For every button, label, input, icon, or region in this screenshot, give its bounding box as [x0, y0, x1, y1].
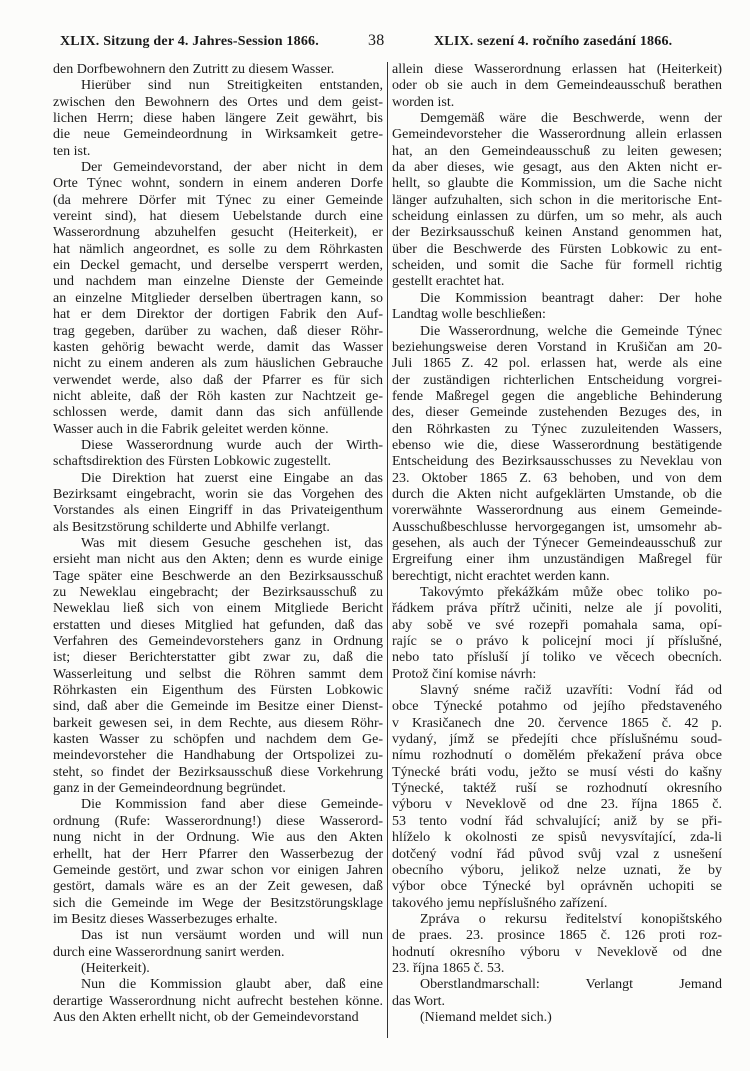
text-line: den Röhrkasten zu Týnec zuzuleitenden Wassers, [392, 421, 722, 437]
text-line: an einzelne Mitglieder derselben übertragen kann, so [53, 290, 383, 306]
text-line: Wasser auch in die Fabrik geleitet werden könne. [53, 421, 329, 437]
text-line: Nun die Kommission glaubt aber, daß eine [81, 977, 383, 993]
text-line: Was mit diesem Gesuche geschehen ist, das [81, 535, 383, 551]
text-line: Röhrkasten ein Eigenthum des Fürsten Lobkowic [53, 683, 383, 699]
text-line: Hierüber sind nun Streitigkeiten entstanden, [81, 78, 383, 94]
text-line: aby sobě ve své rozepři pomahala sama, opí- [392, 617, 722, 633]
text-line: erstatten und dieses Mitglied hat gefunden, daß das [53, 617, 383, 633]
text-line: Orte Týnec wohnt, sondern in einem anderen Dorfe [53, 176, 383, 192]
text-line: Takovýmto překážkám může obec toliko po- [420, 585, 722, 600]
paragraph [53, 977, 383, 1026]
text-line: den Dorfbewohnern den Zutritt zu diesem Wasser. [53, 62, 335, 77]
text-line: nicht ableite, daß der Röh kasten zur Nachtzeit ge- [53, 388, 383, 404]
text-line: ten ist. [53, 143, 91, 159]
paragraph [392, 291, 722, 324]
text-line: 23. října 1865 č. 53. [392, 960, 505, 976]
text-line: des, dieser Gemeinde zustehenden Bezuges des, in [392, 405, 722, 421]
text-line: vydaný, jímž se předejíti chce příslušnému soud- [392, 732, 722, 748]
text-line: (Niemand meldet sich.) [420, 1009, 552, 1025]
text-line: da aber dieses, wie gesagt, aus den Akten nicht er- [392, 160, 722, 176]
text-line: Gemeindevorsteher die Wasserordnung allein erlassen [392, 127, 722, 143]
text-line: obecního výboru, jelikož nelze uznati, že by [392, 862, 722, 878]
text-line: sich die Gemeinde im Wege der Besitzstörungsklage [53, 895, 383, 911]
text-line: Týnecké bráti vodu, ježto se musí vésti do kašny [392, 764, 722, 780]
paragraph [53, 160, 383, 438]
text-line: scheidung einlassen zu dürfen, um so mehr, als auch [392, 209, 722, 225]
text-line: 23. Oktober 1865 Z. 63 behoben, und von dem [392, 470, 722, 486]
text-line: Zpráva o rekursu ředitelství konopištského [420, 911, 722, 927]
text-line: erhellt, hat der Herr Pfarrer den Wasserbezug der [53, 846, 383, 862]
text-line: Verfahren des Gemeindevorstehers ganz in Ordnung [53, 634, 383, 650]
text-line: im Besitz dieses Wasserbezuges erhalte. [53, 911, 278, 927]
paragraph [53, 438, 383, 471]
text-line: schlossen werde, damit dann das sich anfüllende [53, 405, 383, 421]
text-line: nung nicht in der Ordnung. Wie aus den Akten [53, 830, 383, 846]
text-line: Der Gemeindevorstand, der aber nicht in dem [81, 160, 383, 176]
text-line: schaftsdirektion des Fürsten Lobkowic zugestellt. [53, 454, 331, 470]
text-line: als Besitzstörung schilderte und Abhilfe verlangt. [53, 519, 330, 535]
text-line: Ausschußbeschlusse hervorgegangen ist, umsomehr ab- [392, 519, 722, 535]
paragraph [392, 977, 722, 1010]
text-line: derartige Wasserordnung nicht aufrecht bestehen könne. [53, 993, 383, 1009]
paragraph [53, 797, 383, 928]
text-line: (Heiterkeit). [81, 960, 150, 976]
text-line: kasten gehörig bewacht werde, damit das Wasser [53, 339, 383, 355]
text-line: trag gegeben, darüber zu wachen, daß dieser Röhr- [53, 323, 383, 339]
text-line: sind, daß aber die Gemeinde im Besitze einer Dienst- [53, 699, 383, 715]
text-line: ebenso wie die, diese Wasserordnung bestätigende [392, 437, 722, 453]
text-line: lichen Herrn; diese haben längere Zeit gewährt, bis [53, 111, 383, 127]
text-line: allein diese Wasserordnung erlassen hat (Heiterkeit) [392, 62, 722, 77]
page-number: 38 [368, 32, 385, 49]
text-line: Oberstlandmarschall: Verlangt Jemand [420, 977, 722, 993]
text-line: Neweklau ließ sich von einem Mitgliede Bericht [53, 601, 383, 617]
running-header-czech: XLIX. sezení 4. ročního zasedání 1866. [434, 34, 673, 49]
text-line: Gemeinde gestört, und zwar schon vor einigen Jahren [53, 862, 383, 878]
text-line: scheiden, und somit die Sache für formell richtig [392, 258, 722, 274]
text-line: hlíželo k okolnosti ze spisů nevysvítající, zda-li [392, 830, 722, 846]
text-line: hellt, so glaubte die Kommission, um die Sache nicht [392, 176, 722, 192]
text-line: vorerwähnte Wasserordnung aus einem Gemeinde- [392, 503, 722, 519]
text-line: über die Beschwerde des Fürsten Lobkowic zu ent- [392, 241, 722, 257]
text-line: hat nämlich angeordnet, es solle zu dem Röhrkasten [53, 241, 383, 257]
text-column-left [53, 62, 383, 1026]
text-line: Wasserleitung und selbst die Röhren sammt dem [53, 666, 383, 682]
text-line: ersieht man nicht aus den Akten; denn es wurde einige [53, 552, 383, 568]
paragraph [392, 912, 722, 977]
text-line: der zuständigen richterlichen Entscheidung vorgrei- [392, 372, 722, 388]
text-line: Aus den Akten erhellt nicht, ob der Gemeindevorstand [53, 1009, 359, 1025]
text-line: 53 tento vodní řád schvalující; aniž by se při- [392, 813, 722, 829]
text-line: Protož činí komise návrh: [392, 666, 537, 682]
text-line: Demgemäß wäre die Beschwerde, wenn der [420, 111, 722, 127]
paragraph [53, 78, 383, 160]
text-line: Juli 1865 Z. 42 pol. erlassen hat, werde als eine [392, 356, 722, 372]
text-line: Diese Wasserordnung wurde auch der Wirth- [81, 437, 383, 453]
text-line: Wasserordnung abzuhelfen gesucht (Heiterkeit), er [53, 225, 383, 241]
text-line: ordnung (Rufe: Wasserordnung!) diese Wasserord- [53, 813, 383, 829]
paragraph [53, 536, 383, 798]
text-line: barkeit gewesen sei, in dem Rechte, aus diesem Röhr- [53, 715, 383, 731]
text-line: steht, so findet der Bezirksausschuß diese Vorkehrung [53, 764, 383, 780]
text-line: vereint sind), hat diesem Uebelstande durch eine [53, 209, 383, 225]
text-line: nebo tato přísluší jí toliko ve věcech obecních. [392, 650, 722, 666]
text-line: und nachdem man einzelne Dienste der Gemeinde [53, 274, 383, 290]
text-line: ist; dieser Berichterstatter gibt zwar zu, daß die [53, 650, 383, 666]
text-column-right [392, 62, 722, 1026]
text-line: výbor obce Týnecké byl oprávněn uchopiti se [392, 879, 722, 895]
text-line: Tage später eine Beschwerde an den Bezirksausschuß [53, 568, 383, 584]
text-line: zu Neweklau eingebracht; der Bezirksausschuß zu [53, 585, 383, 600]
text-line: rajíc se o právo k policejní moci jí příslušné, [392, 634, 722, 650]
column-divider [387, 62, 388, 1038]
paragraph [53, 62, 383, 78]
paragraph [53, 928, 383, 961]
paragraph [53, 471, 383, 536]
paragraph [392, 683, 722, 912]
paragraph [392, 585, 722, 683]
text-line: ganz in der Gemeindeordnung begründet. [53, 781, 286, 797]
text-line: v Krasičanech dne 20. července 1865 č. 42 p. [392, 715, 722, 731]
text-line: Slavný snéme račiž uzavříti: Vodní řád od [420, 683, 722, 699]
paragraph [392, 1010, 722, 1026]
text-line: de praes. 23. prosince 1865 č. 126 proti roz- [392, 928, 722, 944]
text-line: Ergreifung einer ihm unzuständigen Maßregel für [392, 552, 722, 568]
text-line: worden ist. [392, 94, 455, 110]
text-line: beziehungsweise deren Vorstand in Krušičan am 20- [392, 339, 722, 355]
running-header-german: XLIX. Sitzung der 4. Jahres-Session 1866. [60, 34, 319, 49]
text-line: die neue Gemeindeordnung in Wirksamkeit getre- [53, 127, 383, 143]
text-line: gesehen, als auch der Týnecer Gemeindeausschuß zur [392, 535, 722, 551]
text-line: hat er dem Direktor der dortigen Fabrik den Auf- [53, 307, 383, 323]
text-line: takového jemu nepříslušného zařízení. [392, 895, 608, 911]
text-line: durch die Akten nicht aufgeklärten Umstande, ob die [392, 486, 722, 502]
text-line: řádkem práva přítrž učiniti, nelze ale jí povoliti, [392, 601, 722, 617]
paragraph [392, 111, 722, 291]
text-line: Entscheidung des Bezirksausschusses zu Neveklau von [392, 454, 722, 470]
text-line: Die Direktion hat zuerst eine Eingabe an das [81, 470, 383, 486]
text-line: Das ist nun versäumt worden und will nun [81, 928, 383, 944]
text-line: (da mehrere Dörfer mit Týnec zu einer Gemeinde [53, 192, 383, 208]
text-line: gestellt erachtet hat. [392, 274, 505, 290]
text-line: durch eine Wasserordnung sanirt werden. [53, 944, 285, 960]
text-line: Týnecké, taktéž ruší se rozhodnutí okresního [392, 781, 722, 797]
text-line: obce Týnecké potahmo od jejího představeného [392, 699, 722, 715]
text-line: Die Wasserordnung, welche die Gemeinde Týnec [420, 323, 722, 339]
text-line: kasten Wasser zu schöpfen und nachdem dem Ge- [53, 732, 383, 748]
text-line: das Wort. [392, 993, 446, 1009]
text-line: Bezirksamt eingebracht, worin sie das Vorgehen des [53, 486, 383, 502]
text-line: Landtag wolle beschließen: [392, 307, 546, 323]
text-line: Die Kommission beantragt daher: Der hohe [420, 290, 722, 306]
text-line: hodnutí okresního výboru v Neveklově od dne [392, 944, 722, 960]
text-line: der Bezirksausschuß keinen Anstand genommen hat, [392, 225, 722, 241]
text-line: länger aufzuhalten, sich schon in die meritorische Ent- [392, 192, 722, 208]
text-line: nicht zu einem anderen als zum häuslichen Gebrauche [53, 356, 383, 372]
text-line: fende Maßregel gegen die angebliche Behinderung [392, 388, 722, 404]
text-line: dotčený vodní řád původ svůj vzal z usnešení [392, 846, 722, 862]
text-line: gestört, damals wäre es an der Zeit gewesen, daß [53, 879, 383, 895]
paragraph [53, 961, 383, 977]
text-line: Die Kommission fand aber diese Gemeinde- [81, 797, 383, 813]
text-line: hat, an den Gemeindeausschuß zu leiten gewesen; [392, 143, 722, 159]
text-line: výboru v Neveklově od dne 23. října 1865 č. [392, 797, 722, 813]
text-line: verwendet werde, also daß der Pfarrer es für sich [53, 372, 383, 388]
text-line: zwischen den Bewohnern des Ortes und dem geist- [53, 94, 383, 110]
paragraph [392, 324, 722, 586]
text-line: nímu rozhodnutí o domělém překažení práva obce [392, 748, 722, 764]
text-line: Vorstandes als einen Eingriff in das Privateigenthum [53, 503, 383, 519]
paragraph [392, 62, 722, 111]
text-line: berechtigt, nicht erachtet werden kann. [392, 568, 610, 584]
text-line: meindevorsteher die Handhabung der Ortspolizei zu- [53, 748, 383, 764]
text-line: oder ob sie auch in dem Gemeindeausschuß berathen [392, 78, 722, 94]
text-line: ein Deckel gemacht, und derselbe versperrt werden, [53, 258, 383, 274]
